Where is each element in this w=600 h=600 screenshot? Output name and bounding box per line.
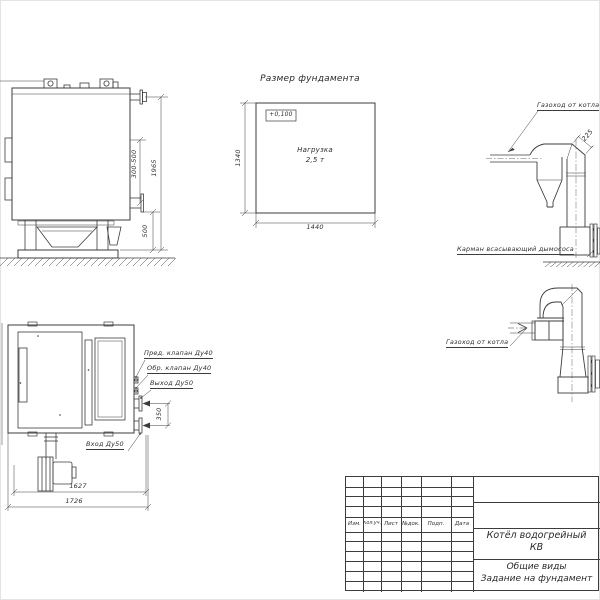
title-block-gridline xyxy=(473,528,600,529)
title-block xyxy=(345,476,599,591)
inner-panels xyxy=(18,332,125,428)
boiler-body xyxy=(5,88,130,220)
leader-line xyxy=(510,329,526,346)
body-outline xyxy=(2,322,134,445)
dim-total-height: 1965 xyxy=(150,159,158,177)
foundation-load-line2: 2,5 т xyxy=(305,156,325,164)
title-block-gridline xyxy=(346,561,473,562)
leader-lines xyxy=(508,111,594,257)
check-valve-label: Обр. клапан Ду40 xyxy=(147,364,212,372)
transition-to-fan xyxy=(557,347,600,393)
dim-foundation-width: 1440 xyxy=(306,223,324,231)
title-block-gridline xyxy=(401,477,402,592)
title-block-gridline xyxy=(473,559,600,560)
dim-foundation-depth: 1340 xyxy=(234,149,242,167)
title-block-gridline xyxy=(346,532,473,533)
col-header-podp: Подп. xyxy=(427,521,445,527)
cyclone-collector xyxy=(530,139,586,258)
title-block-gridline xyxy=(346,541,473,542)
flue-upper-label: Газоход от котла xyxy=(537,101,600,109)
title-block-gridline xyxy=(346,551,473,552)
sheet-title-line1: Общие виды xyxy=(506,562,567,572)
foundation-plan-drawing xyxy=(230,70,390,240)
outlet-label: Выход Ду50 xyxy=(150,379,194,387)
col-header-izm: Изм. xyxy=(348,521,361,527)
safety-valve-label: Пред. клапан Ду40 xyxy=(144,349,213,357)
elbow-and-duct xyxy=(540,284,582,402)
title-block-gridline xyxy=(451,477,452,592)
foundation-load-line1: Нагрузка xyxy=(297,146,333,154)
dimension-lines xyxy=(5,401,171,512)
title-block-gridline xyxy=(381,477,382,592)
product-name-line2: КВ xyxy=(529,542,544,554)
suction-pocket-label: Карман всасывающий дымососа xyxy=(457,245,574,253)
title-block-gridline xyxy=(346,517,473,518)
elevation-mark: +0,100 xyxy=(269,111,293,118)
sheet-title-line2: Задание на фундамент xyxy=(480,573,593,584)
dim-overall-length: 1726 xyxy=(65,497,83,505)
inlet-label: Вход Ду50 xyxy=(86,440,124,448)
product-name-line1: Котёл водогрейный xyxy=(486,530,587,541)
title-block-gridline xyxy=(473,502,600,503)
inlet-pipe xyxy=(486,155,542,162)
sheet-title xyxy=(473,562,600,585)
col-header-list: Лист xyxy=(384,521,398,527)
title-block-gridline xyxy=(346,581,473,582)
title-block-gridline xyxy=(421,477,422,592)
top-flange-pipe xyxy=(130,90,147,104)
support-frame xyxy=(18,220,121,258)
dim-nozzle-range: 300-500 xyxy=(130,149,138,179)
flow-arrow xyxy=(508,323,535,333)
product-name xyxy=(473,530,600,555)
title-block-gridline xyxy=(346,487,473,488)
title-block-gridline xyxy=(346,496,473,497)
col-header-koluch: Кол.уч. xyxy=(363,521,381,526)
ground-hatch xyxy=(543,262,600,267)
title-block-gridline xyxy=(346,571,473,572)
flue-duct-view-upper xyxy=(450,95,600,270)
flue-lower-label: Газоход от котла xyxy=(446,338,509,346)
dim-base-height: 500 xyxy=(141,224,149,238)
dim-inner-length: 1627 xyxy=(69,482,87,490)
title-block-gridline xyxy=(346,506,473,507)
col-header-data: Дата xyxy=(454,521,470,527)
inlet-box xyxy=(532,318,564,340)
dim-225: 225 xyxy=(580,127,595,143)
col-header-ndok: №док. xyxy=(402,521,420,527)
title-block-gridline xyxy=(363,477,364,592)
foundation-title: Размер фундамента xyxy=(260,74,360,84)
flue-duct-view-lower xyxy=(440,280,600,425)
lifting-lugs xyxy=(0,79,118,88)
dim-port-spacing: 350 xyxy=(155,407,163,421)
